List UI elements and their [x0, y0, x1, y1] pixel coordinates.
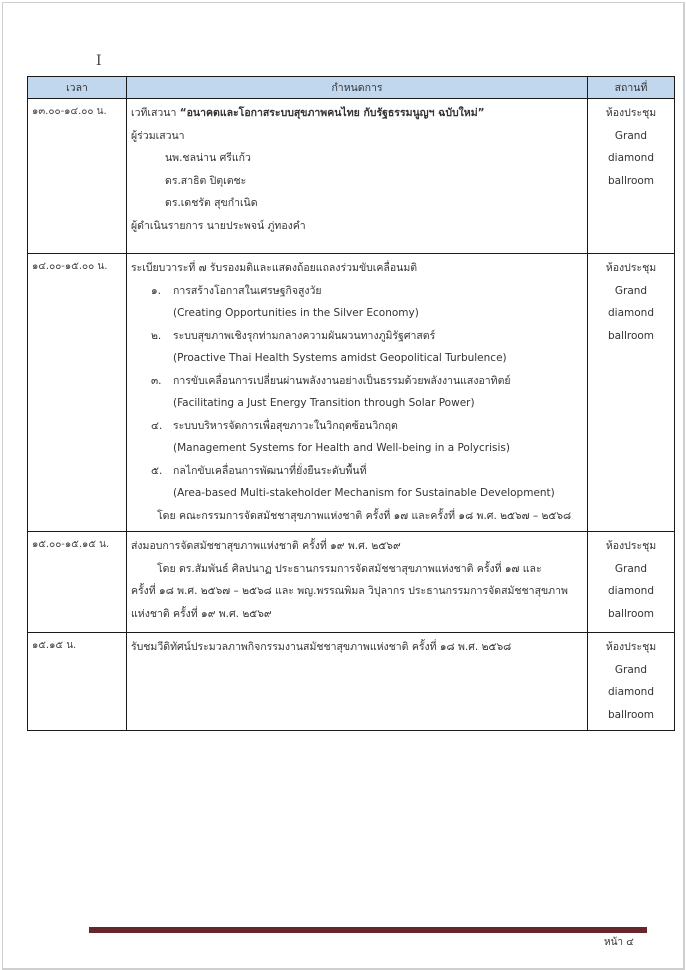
- venue-line: ห้องประชุม: [605, 262, 657, 274]
- agenda-item: ๓. การขับเคลื่อนการเปลี่ยนผ่านพลังงานอย่างเป็นธรรมด้วยพลังงานแสงอาทิตย์: [151, 374, 511, 387]
- program-line: ครั้งที่ ๑๘ พ.ศ. ๒๕๖๗ – ๒๕๖๘ และ พญ.พรรณพิมล วิปุลากร ประธานกรรมการจัดสมัชชาสุขภาพ: [131, 585, 568, 597]
- venue-line: Grand: [614, 129, 648, 142]
- venue-line: ballroom: [607, 708, 655, 721]
- header-program: กำหนดการ: [127, 77, 588, 99]
- table-row: [28, 254, 675, 532]
- presented-by: โดย คณะกรรมการจัดสมัชชาสุขภาพแห่งชาติ ครั้งที่ ๑๗ และครั้งที่ ๑๘ พ.ศ. ๒๕๖๗ – ๒๕๖๘: [157, 509, 572, 522]
- venue-line: Grand: [614, 663, 648, 676]
- row-time: ๑๓.๐๐-๑๔.๐๐ น.: [28, 99, 127, 254]
- panelist: ดร.สาธิต ปิตุเตชะ: [165, 174, 247, 187]
- footer-divider-bar: [89, 927, 647, 933]
- venue-line: diamond: [608, 152, 654, 164]
- moderator: ผู้ดำเนินรายการ นายประพจน์ ภู่ทองคำ: [131, 219, 306, 232]
- table-header-row: [28, 77, 675, 99]
- panel-label: ผู้ร่วมเสวนา: [131, 129, 185, 142]
- venue-line: ห้องประชุม: [605, 540, 657, 552]
- venue-line: diamond: [608, 307, 654, 319]
- program-line: ส่งมอบการจัดสมัชชาสุขภาพแห่งชาติ ครั้งที่ ๑๙ พ.ศ. ๒๕๖๙: [131, 540, 401, 552]
- program-line: แห่งชาติ ครั้งที่ ๑๙ พ.ศ. ๒๕๖๙: [131, 607, 272, 620]
- venue-line: ห้องประชุม: [605, 107, 657, 119]
- agenda-item: ๔. ระบบบริหารจัดการเพื่อสุขภาวะในวิกฤตซ้อนวิกฤต: [151, 419, 398, 432]
- header-time: เวลา: [28, 77, 127, 99]
- session-title-bold: “อนาคตและโอกาสระบบสุขภาพคนไทย กับรัฐธรรมนูญฯ ฉบับใหม่”: [179, 107, 485, 119]
- agenda-item-english: (Facilitating a Just Energy Transition through Solar Power): [173, 397, 475, 409]
- venue-line: ballroom: [607, 174, 655, 187]
- text-cursor-icon: I: [96, 53, 102, 69]
- agenda-item: ๒. ระบบสุขภาพเชิงรุกท่ามกลางความผันผวนทางภูมิรัฐศาสตร์: [151, 329, 436, 342]
- table-row: [28, 99, 675, 254]
- table-row: [28, 532, 675, 633]
- row-venue: [588, 532, 675, 633]
- row-program: [127, 99, 588, 254]
- venue-line: ห้องประชุม: [605, 641, 657, 653]
- row-time: ๑๔.๐๐-๑๕.๐๐ น.: [28, 254, 127, 532]
- row-time: ๑๕.๐๐-๑๕.๑๕ น.: [28, 532, 127, 633]
- page-number: หน้า ๔: [604, 937, 634, 948]
- agenda-item: ๑. การสร้างโอกาสในเศรษฐกิจสูงวัย: [151, 284, 322, 297]
- program-line: โดย ดร.สัมพันธ์ ศิลปนาฏ ประธานกรรมการจัดสมัชชาสุขภาพแห่งชาติ ครั้งที่ ๑๗ และ: [157, 562, 542, 575]
- row-program: [127, 633, 588, 731]
- venue-line: diamond: [608, 686, 654, 698]
- row-time: ๑๕.๑๕ น.: [28, 633, 127, 731]
- row-venue: [588, 633, 675, 731]
- venue-line: Grand: [614, 562, 648, 575]
- table-row: [28, 633, 675, 731]
- program-line: รับชมวีดิทัศน์ประมวลภาพกิจกรรมงานสมัชชาสุขภาพแห่งชาติ ครั้งที่ ๑๘ พ.ศ. ๒๕๖๘: [131, 641, 512, 653]
- venue-line: diamond: [608, 585, 654, 597]
- agenda-item-english: (Management Systems for Health and Well-being in a Polycrisis): [173, 442, 510, 454]
- agenda-item-english: (Creating Opportunities in the Silver Economy): [173, 307, 419, 319]
- agenda-title: ระเบียบวาระที่ ๗ รับรองมติและแสดงถ้อยแถลงร่วมขับเคลื่อนมติ: [131, 262, 418, 274]
- agenda-item-english: (Proactive Thai Health Systems amidst Geopolitical Turbulence): [173, 352, 507, 364]
- row-venue: [588, 99, 675, 254]
- agenda-table: [27, 76, 675, 731]
- venue-line: ballroom: [607, 329, 655, 342]
- panelist: นพ.ชลน่าน ศรีแก้ว: [165, 152, 251, 164]
- agenda-item-english: (Area-based Multi-stakeholder Mechanism for Sustainable Development): [173, 487, 555, 499]
- venue-line: Grand: [614, 284, 648, 297]
- row-program: [127, 532, 588, 633]
- venue-line: ballroom: [607, 607, 655, 620]
- row-venue: [588, 254, 675, 532]
- header-venue: สถานที่: [588, 77, 675, 99]
- row-program: [127, 254, 588, 532]
- session-title: เวทีเสวนา “อนาคตและโอกาสระบบสุขภาพคนไทย กับรัฐธรรมนูญฯ ฉบับใหม่”: [131, 107, 485, 119]
- panelist: ดร.เดชรัต สุขกำเนิด: [165, 197, 258, 209]
- agenda-item: ๕. กลไกขับเคลื่อนการพัฒนาที่ยั่งยืนระดับพื้นที่: [151, 464, 367, 477]
